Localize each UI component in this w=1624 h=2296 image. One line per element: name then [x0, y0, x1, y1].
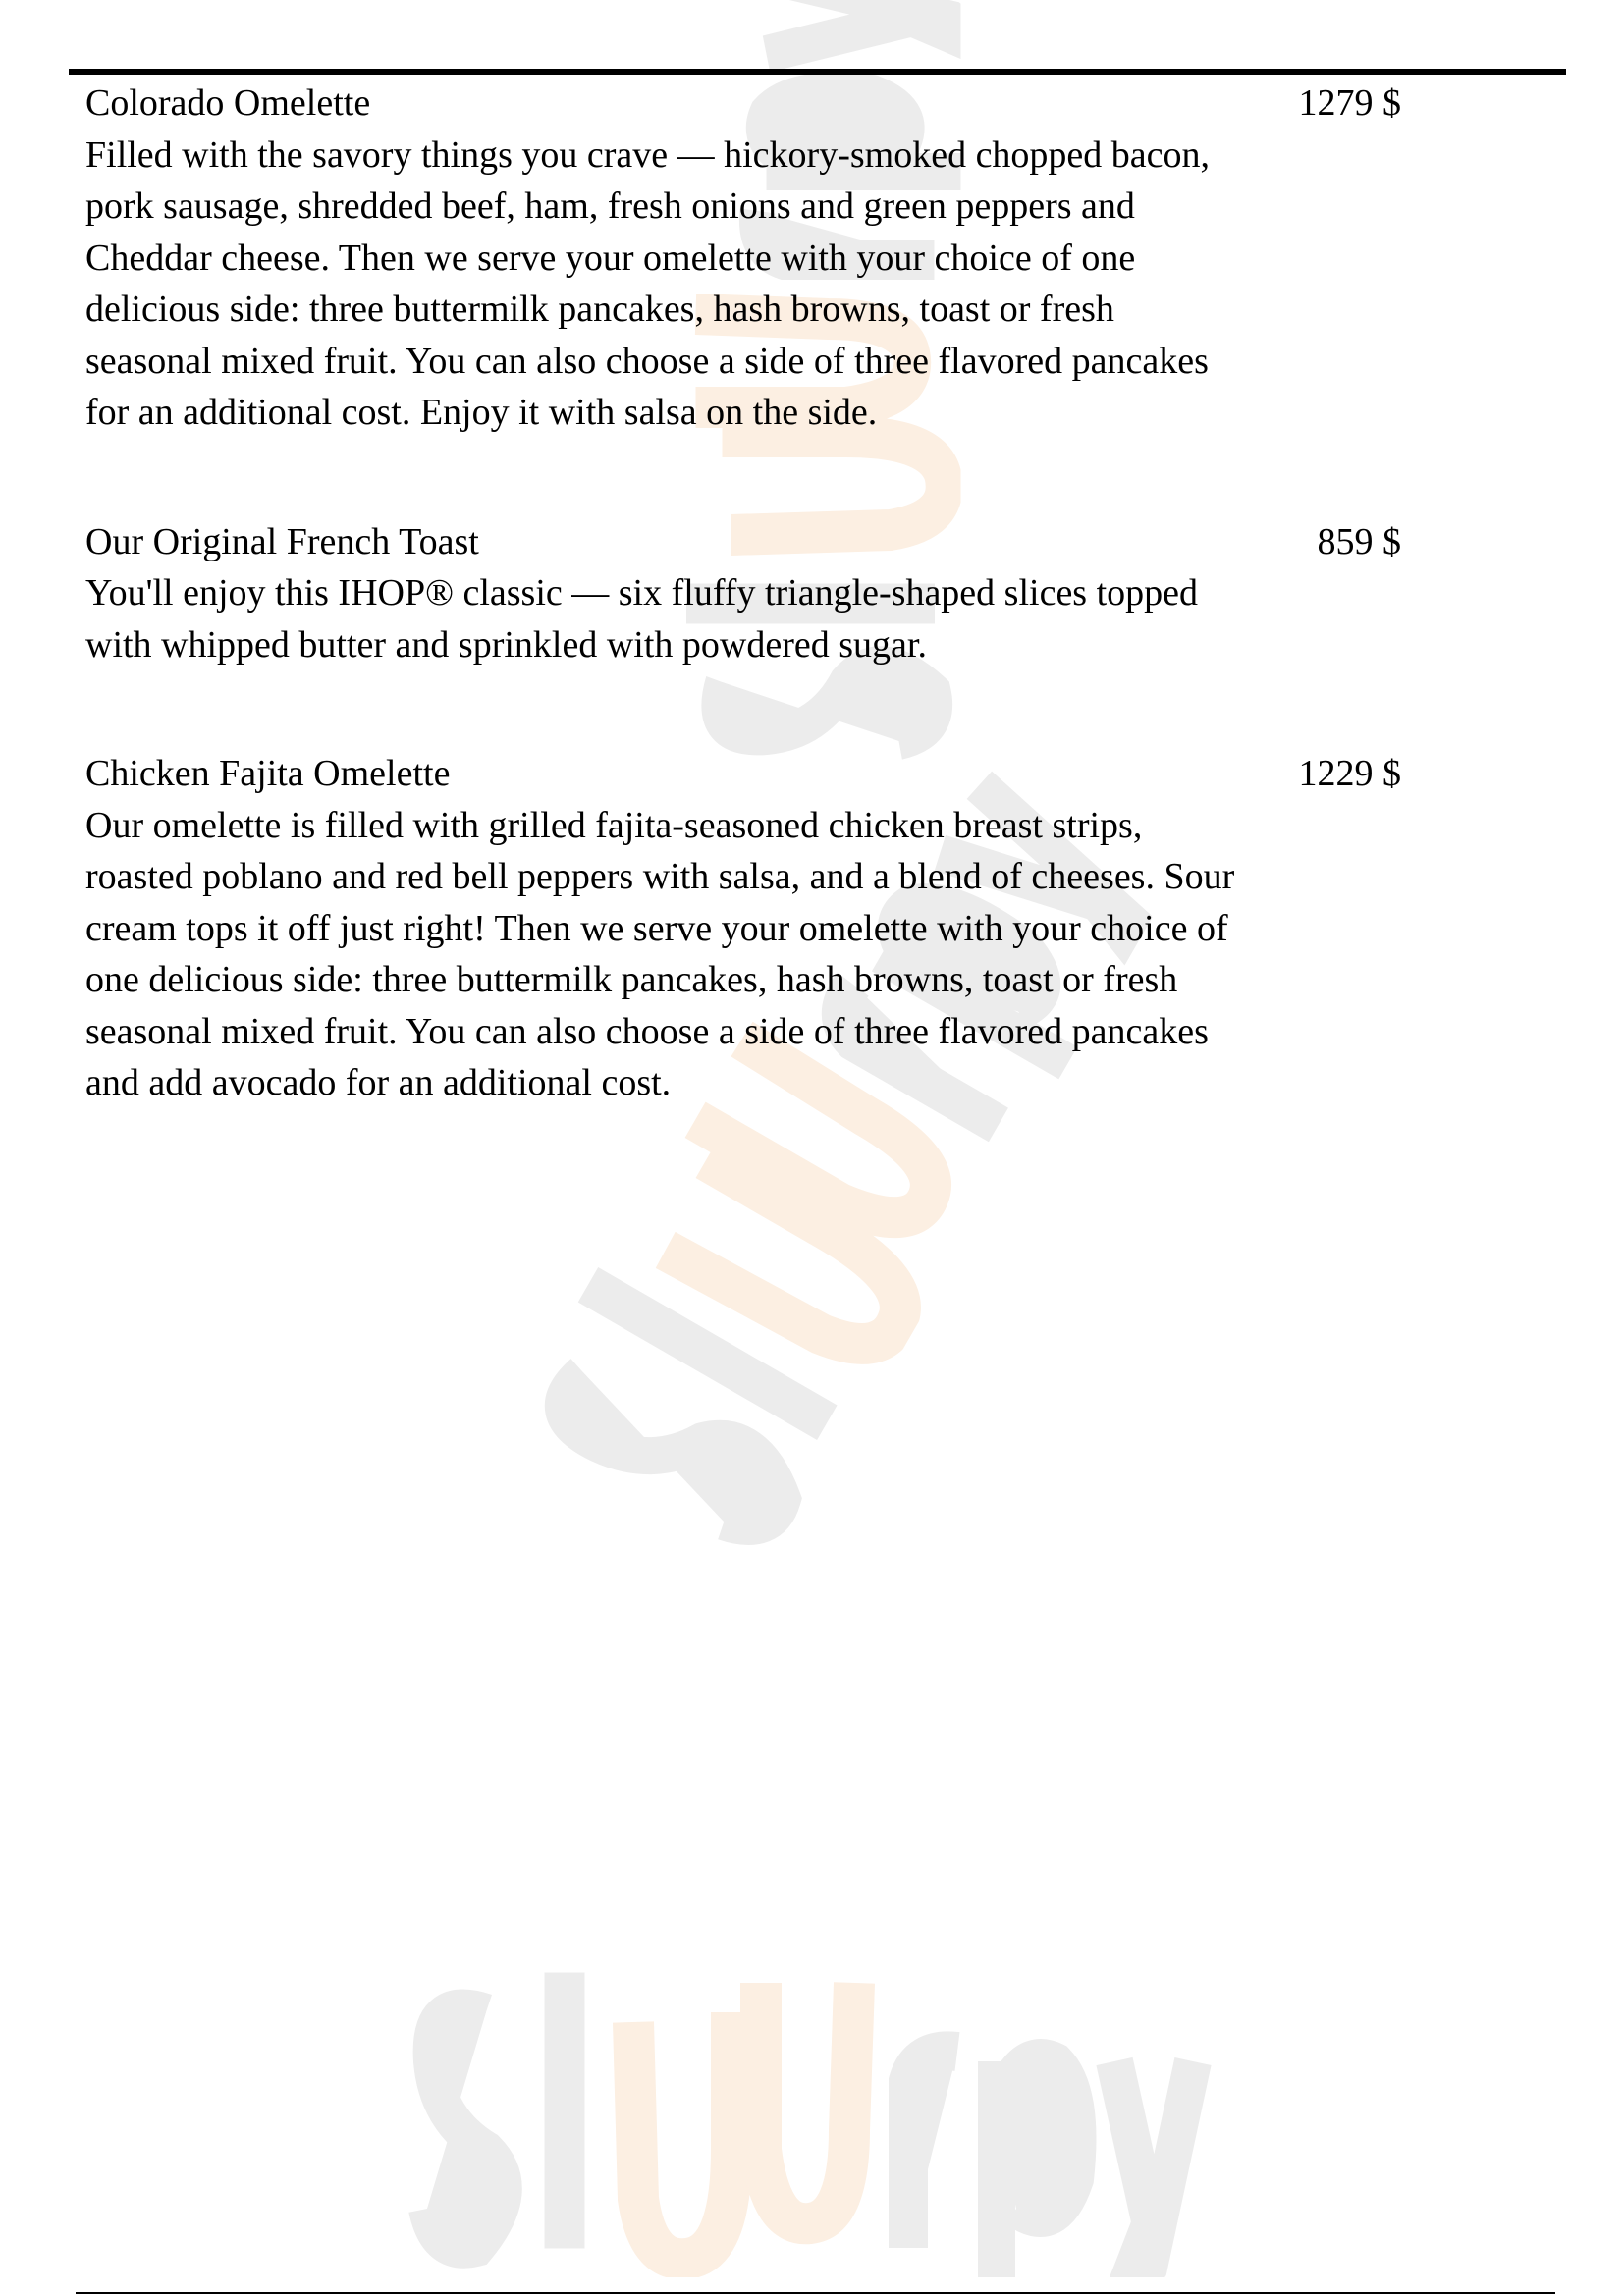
item-name: Our Original French Toast	[85, 520, 479, 562]
item-description: Filled with the savory things you crave — hickory-smoked chopped bacon, pork sausage, shredded beef, ham, fresh onions and green peppers and Cheddar cheese. Then we serve your omelette with your choice of one delicious side: three buttermilk pancakes, hash browns, toast or fresh seasonal mixed fruit. You can also choose a side of three flavored pancakes for an additional cost. Enjoy it with salsa on the side.	[85, 133, 1211, 433]
menu-item	[85, 748, 1401, 1109]
bottom-divider	[76, 2292, 1555, 2294]
item-description: Our omelette is filled with grilled fajita-seasoned chicken breast strips, roasted poblano and red bell peppers with salsa, and a blend of cheeses. Sour cream tops it off just right! Then we serve your omelette with your choice of one delicious side: three buttermilk pancakes, hash browns, toast or fresh seasonal mixed fruit. You can also choose a side of three flavored pancakes and add avocado for an additional cost.	[85, 804, 1235, 1103]
item-price: 859 $	[1317, 520, 1401, 562]
menu-item	[85, 516, 1401, 671]
top-divider	[69, 69, 1566, 75]
menu-item	[85, 78, 1401, 439]
menu-list	[85, 78, 1401, 1187]
item-description: You'll enjoy this IHOP® classic — six fluffy triangle-shaped slices topped with whipped butter and sprinkled with powdered sugar.	[85, 572, 1199, 666]
item-name: Colorado Omelette	[85, 82, 371, 124]
item-price: 1279 $	[1298, 82, 1401, 124]
item-price: 1229 $	[1298, 753, 1401, 794]
sluurpy-watermark-logo	[407, 1953, 1213, 2277]
item-name: Chicken Fajita Omelette	[85, 753, 451, 794]
